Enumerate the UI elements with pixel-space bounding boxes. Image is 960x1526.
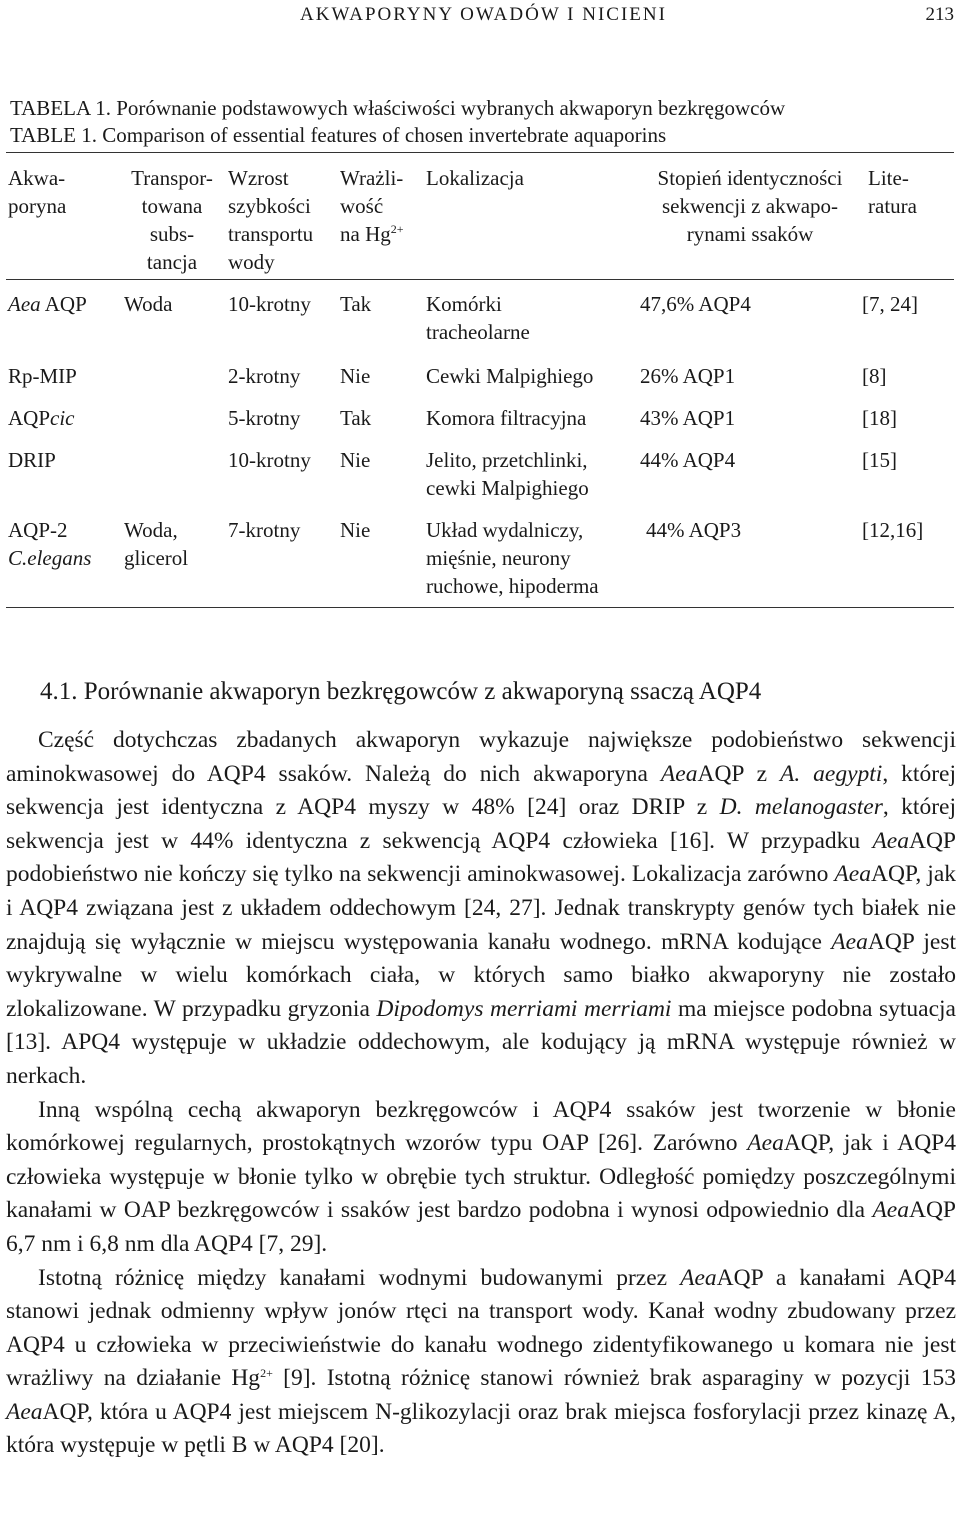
cell-speed: 7-krotny	[228, 518, 301, 542]
header-identity: Stopień identyczności sekwencji z akwapo- rynami ssaków	[657, 166, 843, 246]
italic-run: Dipodomys merriami merriami	[376, 995, 672, 1022]
running-head-title: AKWAPORYNY OWADÓW I NICIENI	[300, 4, 667, 25]
header-aquaporin: Akwa- poryna	[8, 166, 67, 218]
cell-literature: [7, 24]	[862, 292, 918, 316]
section-title: 4.1. Porównanie akwaporyn bezkręgowców z akwaporyną ssaczą AQP4	[40, 678, 762, 705]
header-speed: Wzrost szybkości transportu wody	[228, 166, 314, 274]
italic-run: Aea	[872, 1197, 909, 1224]
cell-identity: 44% AQP3	[646, 518, 742, 542]
header-substance: Transpor- towana subs- tancja	[131, 166, 213, 274]
cell-literature: [15]	[862, 448, 897, 472]
paragraph	[6, 1094, 956, 1262]
table-caption-english: TABLE 1. Comparison of essential features of chosen invertebrate aquaporins	[10, 123, 667, 147]
text-run: AQP jest wykrywalne w wielu komórkach ciała, w których samo białko akwaporyny nie zostało zlokalizowane. W przypadku gryzonia	[6, 928, 956, 1022]
cell-hg: Tak	[340, 292, 372, 316]
text-run: ma miejsce podobna sytuacja [13]. APQ4 występuje w układzie oddechowym, ale kodujący ją mRNA występuje również w nerkach.	[6, 995, 956, 1089]
italic-run: Aea	[831, 928, 868, 955]
cell-aquaporin: DRIP	[8, 448, 56, 472]
cell-hg: Nie	[340, 518, 371, 542]
italic-run: Aea	[680, 1264, 717, 1291]
table-top-rule	[6, 152, 954, 153]
table-header-rule	[6, 279, 954, 280]
text-run: , której sekwencja jest identyczna z AQP4 myszy w 48% [24] oraz DRIP z	[6, 760, 956, 821]
superscript: 2+	[260, 1366, 273, 1381]
text-run: Istotną różnicę między kanałami wodnymi budowanymi przez	[38, 1264, 681, 1291]
cell-literature: [8]	[862, 364, 887, 388]
cell-location: Układ wydalniczy, mięśnie, neurony ruchowe, hipoderma	[426, 518, 599, 598]
header-literature: Lite- ratura	[868, 166, 917, 218]
cell-aquaporin: Aea AQP	[8, 292, 87, 316]
text-run: Inną wspólną cechą akwaporyn bezkręgowców i AQP4 ssaków jest tworzenie w błonie komórkowej regularnych, prostokątnych wzorów typu OAP [26]. Zarówno	[6, 1096, 956, 1157]
paragraph	[6, 724, 956, 1094]
cell-aquaporin: AQP-2 C.elegans	[8, 518, 92, 570]
cell-literature: [18]	[862, 406, 897, 430]
table-caption-polish: TABELA 1. Porównanie podstawowych właściwości wybranych akwaporyn bezkręgowców	[10, 96, 786, 120]
header-location: Lokalizacja	[426, 166, 524, 190]
text-run: Część dotychczas zbadanych akwaporyn wykazuje największe podobieństwo sekwencji aminokwasowej do AQP4 ssaków. Należą do nich akwaporyna	[6, 727, 956, 787]
cell-identity: 43% AQP1	[640, 406, 736, 430]
header-hg-sensitivity: Wrażli- wość na $Hg^{2+}$	[340, 166, 404, 246]
cell-literature: [12,16]	[862, 518, 924, 542]
text-run: AQP a kanałami AQP4 stanowi jednak odmienny wpływ jonów rtęci na transport wody. Kanał wodny zbudowany przez AQP4 u człowieka w przeciwieństwie do kanału wodnego zidentyfikowanego u komara nie jest wrażliwy na działanie Hg	[6, 1264, 956, 1392]
text-run: AQP, która u AQP4 jest miejscem N-glikozylacji oraz brak miejsca fosforylacji przez kinazę A, która występuje w pętli B w AQP4 [20].	[6, 1398, 956, 1459]
text-run: [9]. Istotną różnicę stanowi również brak asparaginy w pozycji 153	[272, 1365, 956, 1392]
paragraph	[6, 1262, 956, 1464]
italic-run: D. melanogaster	[719, 794, 883, 821]
cell-substance: Woda, glicerol	[124, 518, 189, 570]
italic-run: Aea	[660, 760, 698, 787]
cell-location: Komora filtracyjna	[426, 406, 587, 430]
italic-run: Aea	[834, 861, 871, 888]
cell-speed: 10-krotny	[228, 292, 311, 316]
text-run: AQP, jak i AQP4 związana jest z układem oddechowym [24, 27]. Jednak transkrypty genów tych białek nie znajdują się wyłącznie w miejscu występowania kanału wodnego. mRNA kodujące	[6, 861, 956, 955]
cell-identity: 44% AQP4	[640, 448, 736, 472]
cell-aquaporin: Rp-MIP	[8, 364, 77, 388]
cell-location: Komórki tracheolarne	[426, 292, 530, 344]
text-run: AQP z	[697, 760, 780, 787]
text-run: AQP 6,7 nm i 6,8 nm dla AQP4 [7, 29].	[6, 1197, 956, 1257]
text-run: AQP podobieństwo nie kończy się tylko na sekwencji aminokwasowej. Lokalizacja zarówno	[6, 827, 956, 888]
text-run: , której sekwencja jest w 44% identyczna z sekwencją AQP4 człowieka [16]. W przypadku	[6, 794, 956, 854]
cell-speed: 10-krotny	[228, 448, 311, 472]
italic-run: Aea	[6, 1398, 43, 1425]
body-text	[6, 724, 956, 1463]
cell-hg: Nie	[340, 448, 371, 472]
cell-speed: 2-krotny	[228, 364, 301, 388]
italic-run: A. aegypti	[779, 760, 883, 787]
page-number: 213	[925, 4, 954, 25]
cell-location: Jelito, przetchlinki, cewki Malpighiego	[426, 448, 589, 500]
cell-speed: 5-krotny	[228, 406, 301, 430]
cell-substance: Woda	[124, 292, 173, 316]
running-head	[0, 4, 960, 28]
cell-hg: Tak	[340, 406, 372, 430]
cell-aquaporin: AQPcic	[8, 406, 75, 430]
italic-run: Aea	[747, 1130, 784, 1157]
aquaporin-table	[6, 152, 954, 608]
cell-location: Cewki Malpighiego	[426, 364, 594, 388]
cell-identity: 47,6% AQP4	[640, 292, 751, 316]
cell-identity: 26% AQP1	[640, 364, 736, 388]
table-bottom-rule	[6, 607, 954, 608]
cell-hg: Nie	[340, 364, 371, 388]
italic-run: Aea	[872, 827, 909, 854]
text-run: AQP, jak i AQP4 człowieka występuje w błonie tylko w obrębie tych struktur. Odległość pomiędzy poszczególnymi kanałami w OAP bezkręgowców i ssaków jest bardzo podobna i wynosi odpowiednio dla	[6, 1130, 956, 1224]
